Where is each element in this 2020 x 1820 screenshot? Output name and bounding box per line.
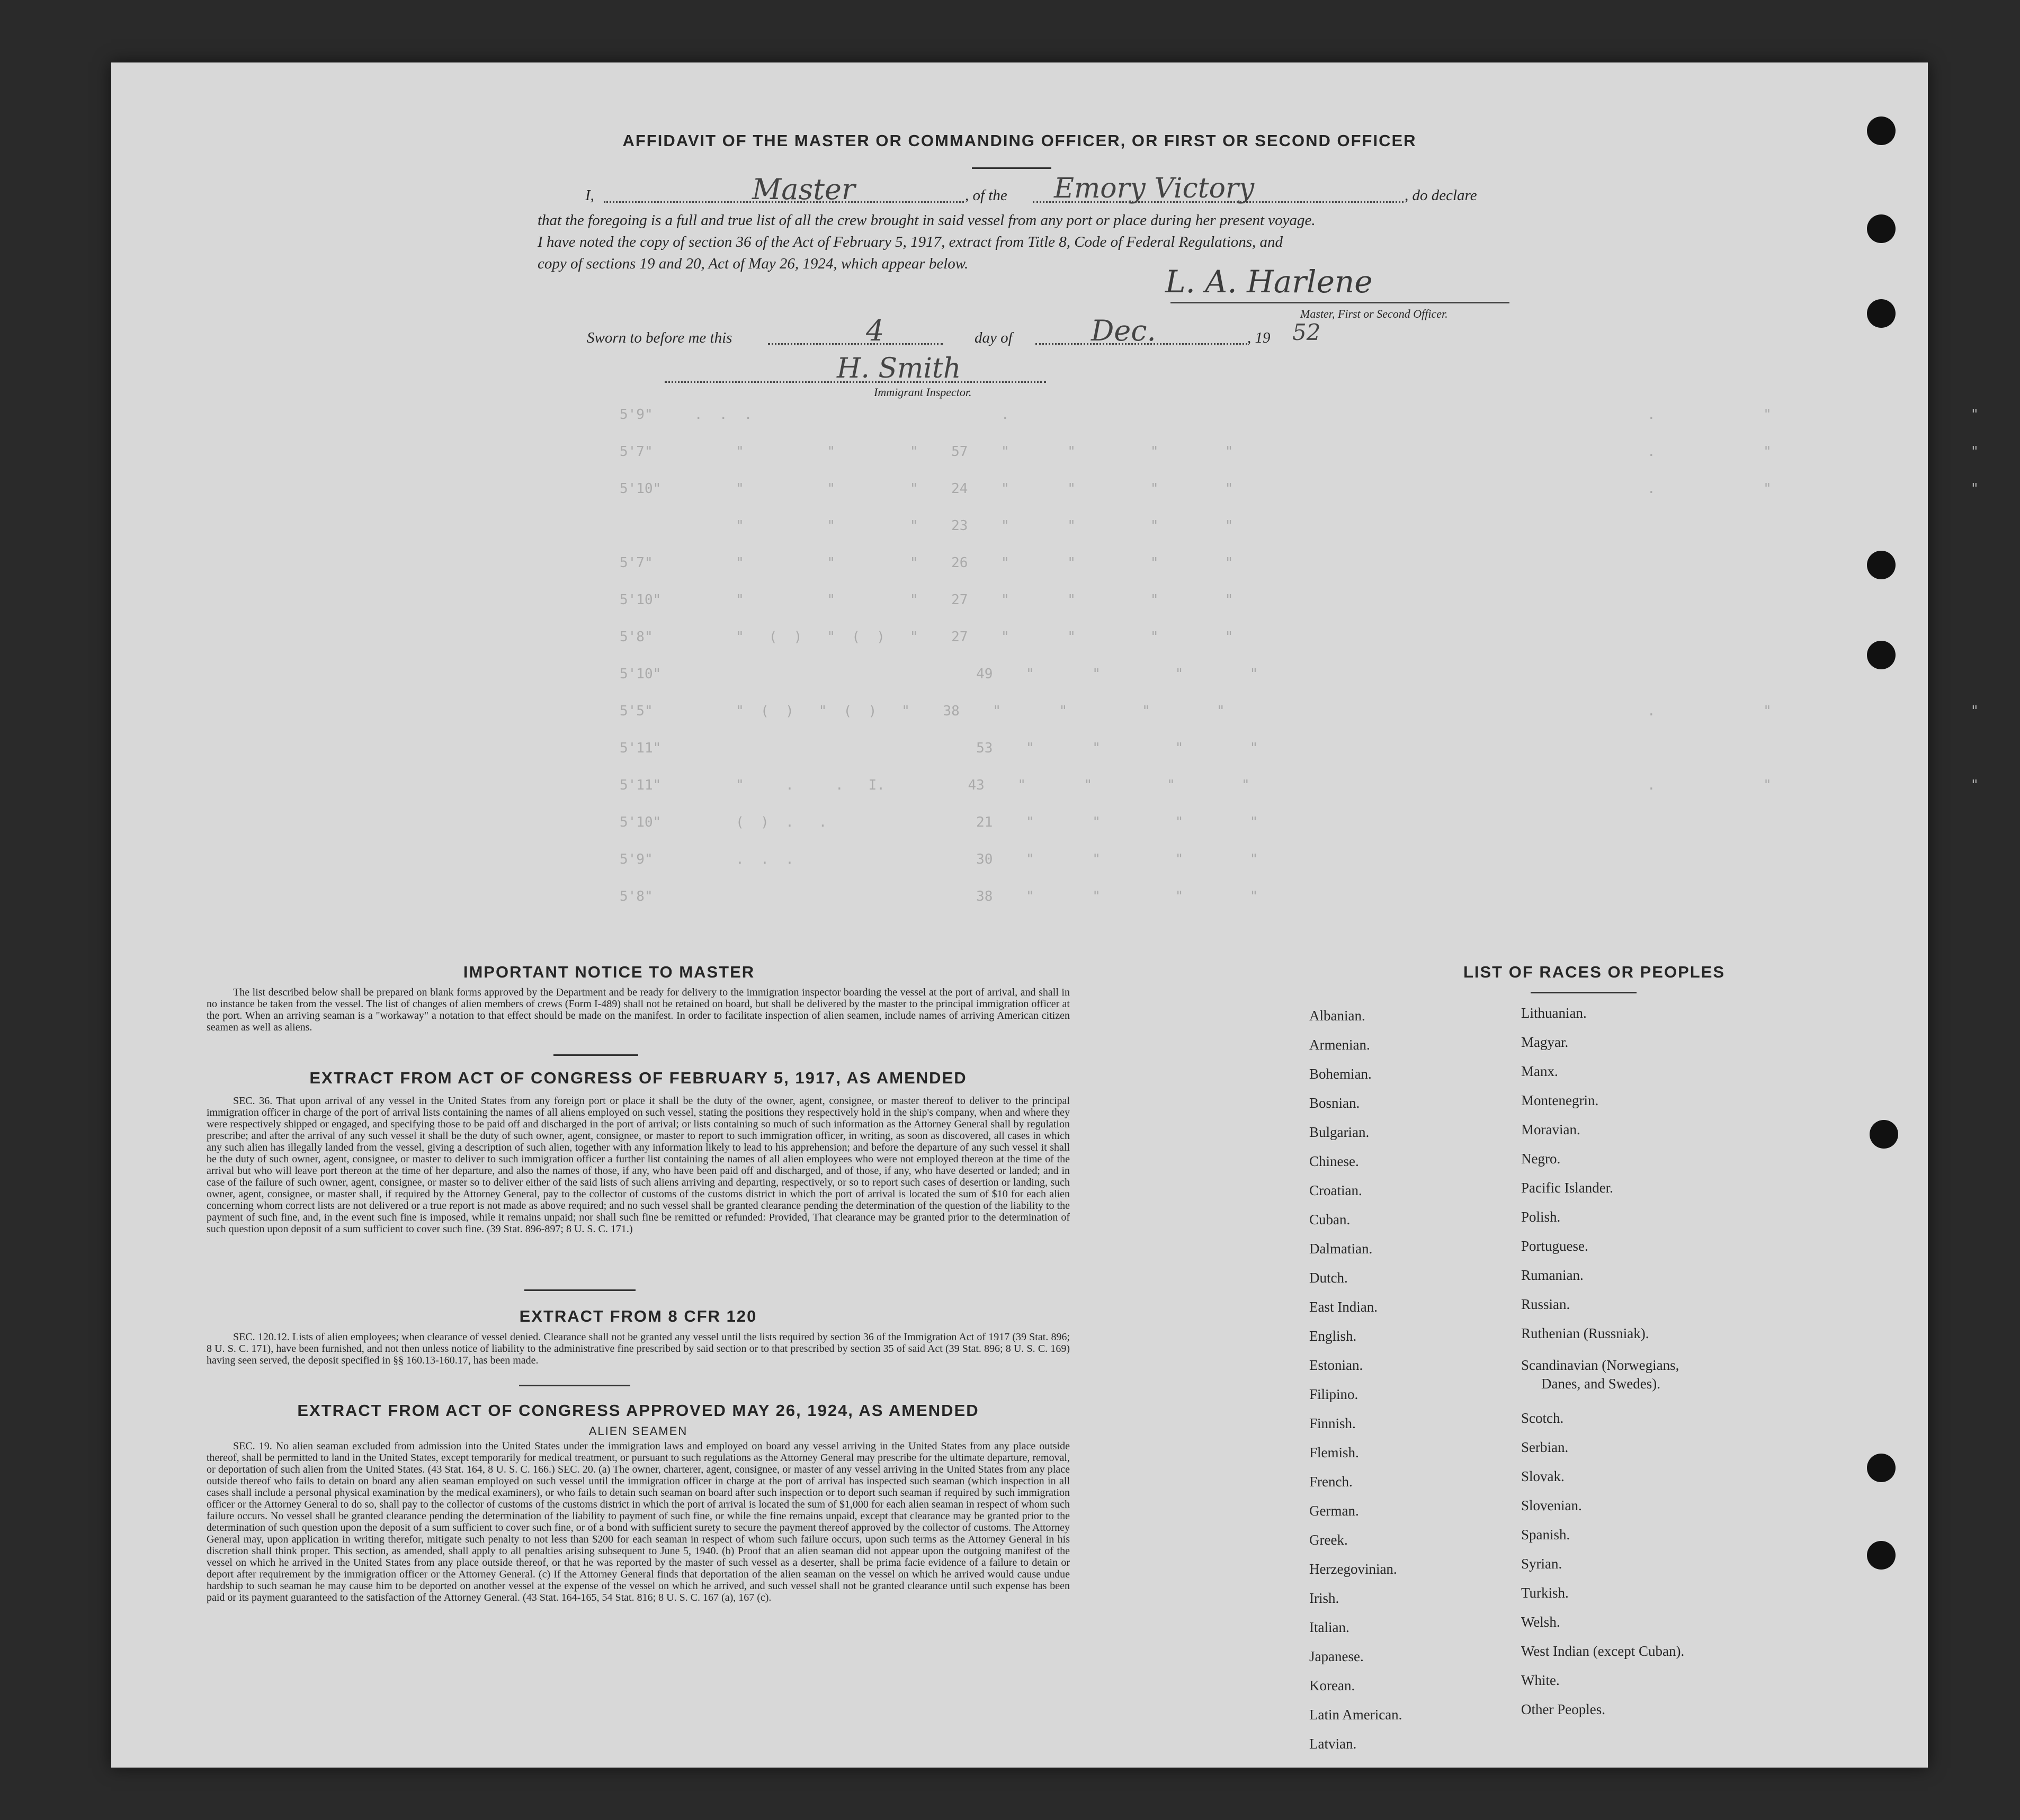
race-item: Rumanian. xyxy=(1521,1267,1584,1283)
race-item: German. xyxy=(1309,1503,1359,1519)
declaration-line-3: copy of sections 19 and 20, Act of May 26, 1924, which appear below. xyxy=(538,255,969,272)
punch-hole-icon xyxy=(1870,1120,1898,1149)
race-item: Herzegovinian. xyxy=(1309,1561,1397,1577)
race-item: Scandinavian (Norwegians, xyxy=(1521,1357,1679,1373)
i-label: I, xyxy=(585,187,594,204)
extract-1917-title: EXTRACT FROM ACT OF CONGRESS OF FEBRUARY 5, 1917, AS AMENDED xyxy=(309,1069,967,1087)
race-item: Russian. xyxy=(1521,1296,1570,1312)
race-item: Finnish. xyxy=(1309,1415,1356,1431)
year-handwritten: 52 xyxy=(1292,319,1321,345)
affidavit-title: AFFIDAVIT OF THE MASTER OR COMMANDING OFFICER, OR FIRST OR SECOND OFFICER xyxy=(622,131,1417,150)
race-item: Latin American. xyxy=(1309,1707,1402,1723)
extract-8cfr-body: SEC. 120.12. Lists of alien employees; when clearance of vessel denied. Clearance shall not be granted any vessel until the lists required by section 36 of the Immigration Act of 1917 (39 Stat. 896; 8 U. S. C. 171), have been furnished, and not then unless notice of liability to the administrative fine prescribed by said section or to that prescribed by section 35 of said Act (39 Stat. 896; 8 U. S. C. 169) having seen served, the deposit specified in §§ 160.13-160.17, has been made. xyxy=(207,1331,1070,1366)
race-item: Spanish. xyxy=(1521,1527,1570,1543)
month-handwritten: Dec. xyxy=(1091,314,1156,347)
race-item: Armenian. xyxy=(1309,1037,1370,1053)
race-item: Filipino. xyxy=(1309,1386,1358,1402)
extract-1924-title: EXTRACT FROM ACT OF CONGRESS APPROVED MAY 26, 1924, AS AMENDED xyxy=(297,1401,979,1420)
race-item: Chinese. xyxy=(1309,1153,1359,1169)
race-item: White. xyxy=(1521,1672,1560,1688)
race-item: Irish. xyxy=(1309,1590,1339,1606)
race-item: East Indian. xyxy=(1309,1299,1378,1315)
race-item: Greek. xyxy=(1309,1532,1348,1548)
race-item: West Indian (except Cuban). xyxy=(1521,1643,1685,1659)
vessel-handwritten: Emory Victory xyxy=(1054,173,1255,204)
race-item: Serbian. xyxy=(1521,1439,1569,1455)
race-item: Montenegrin. xyxy=(1521,1092,1599,1108)
inspector-caption: Immigrant Inspector. xyxy=(874,385,972,399)
race-item: Ruthenian (Russniak). xyxy=(1521,1325,1649,1341)
inspector-signature: H. Smith xyxy=(837,353,961,384)
master-signature: L. A. Harlene xyxy=(1165,264,1373,300)
race-item: Dalmatian. xyxy=(1309,1241,1373,1257)
race-item: Estonian. xyxy=(1309,1357,1363,1373)
race-item: Japanese. xyxy=(1309,1648,1364,1664)
race-item: Bosnian. xyxy=(1309,1095,1360,1111)
declaration-line-2: I have noted the copy of section 36 of the Act of February 5, 1917, extract from Title 8, Code of Federal Regulations, and xyxy=(538,234,1283,250)
extract-8cfr-title: EXTRACT FROM 8 CFR 120 xyxy=(519,1307,757,1325)
race-item: Turkish. xyxy=(1521,1585,1569,1601)
race-item: Lithuanian. xyxy=(1521,1005,1587,1021)
race-item: English. xyxy=(1309,1328,1357,1344)
race-item: Italian. xyxy=(1309,1619,1349,1635)
race-item: Welsh. xyxy=(1521,1614,1560,1630)
extract-1924-body: SEC. 19. No alien seaman excluded from admission into the United States under the immigration laws and employed on board any vessel arriving in the United States from any place outside thereof, shall be permitted to land in the United States, except temporarily for medical treatment, or pursuant to such regulations as the Attorney General may prescribe for the ultimate departure, removal, or deportation of such alien from the United States. (43 Stat. 164, 8 U. S. C. 166.) SEC. 20. (a) The owner, charterer, agent, consignee, or master of any vessel arriving in the United States from any place outside thereof who fails to detain on board any alien seaman employed on such vessel until the immigration officer in charge at the port of arrival has inspected such seaman (which inspection in all cases shall include a personal physical examination by the medical examiners), or who fails to detain such seaman on board after such inspection or to deport such seaman if required by such immigration officer or the Attorney General to do so, shall pay to the collector of customs of the customs district in which the port of arrival is located the sum of $1,000 for each alien seaman in respect of whom such failure occurs. No vessel shall be granted clearance pending the determination of the liability to payment of such fine, or while the fine remains unpaid, except that clearance may be granted prior to the determination of such question upon the deposit of a sum sufficient to cover such fine, or of a bond with sufficient surety to secure the payment thereof approved by the collector of customs. The Attorney General may, upon application in writing therefor, mitigate such penalty to not less than $200 for each seaman in respect of whom such failure occurs, upon such terms as the Attorney General in his discretion shall think proper. This section, as amended, shall apply to all penalties arising subsequent to June 5, 1940. (b) Proof that an alien seaman did not appear upon the outgoing manifest of the vessel on which he arrived in the United States from any place outside thereof, or that he was reported by the master of such vessel as a deserter, shall be prima facie evidence of a failure to detain or deport after requirement by the immigration officer or the Attorney General. (c) If the Attorney General finds that deportation of the alien seaman on the vessel on which he arrived would cause undue hardship to such seaman he may cause him to be deported on another vessel at the expense of the vessel on which he arrived, and such vessel shall not be granted clearance until such expense has been paid or its payment guaranteed to the satisfaction of the Attorney General. (43 Stat. 164-165, 54 Stat. 816; 8 U. S. C. 167 (a), 167 (c). xyxy=(207,1440,1070,1603)
race-item: Syrian. xyxy=(1521,1556,1562,1572)
race-item: Bulgarian. xyxy=(1309,1124,1370,1140)
punch-hole-icon xyxy=(1867,299,1896,328)
race-item: Scotch. xyxy=(1521,1410,1564,1426)
race-item: Pacific Islander. xyxy=(1521,1180,1613,1196)
race-item: Slovak. xyxy=(1521,1468,1565,1484)
title-divider xyxy=(972,167,1051,169)
do-declare-label: , do declare xyxy=(1405,187,1477,204)
punch-hole-icon xyxy=(1867,116,1896,145)
race-item: Moravian. xyxy=(1521,1122,1580,1137)
race-item: Portuguese. xyxy=(1521,1238,1588,1254)
punch-hole-icon xyxy=(1867,214,1896,243)
extract-1924-subtitle: ALIEN SEAMEN xyxy=(588,1424,688,1438)
day-of-label: day of xyxy=(975,329,1013,346)
day-handwritten: 4 xyxy=(866,314,884,347)
of-the-label: , of the xyxy=(965,187,1007,204)
extract-1917-body: SEC. 36. That upon arrival of any vessel in the United States from any foreign port or place it shall be the duty of the owner, agent, consignee, or master thereof to deliver to the principal immigration officer in charge of the port of arrival lists containing the names of all aliens employed on such vessel, stating the positions they respectively hold in the ship's company, when and where they were respectively shipped or engaged, and specifying those to be paid off and discharged in the port of arrival; or lists containing so much of such information as the Attorney General shall by regulation prescribe; and after the arrival of any such vessel it shall be the duty of such owner, agent, consignee, or master to report to such immigration officer, in writing, as soon as discovered, all cases in which any such alien has illegally landed from the vessel, giving a description of such alien, together with any information likely to lead to his apprehension; and before the departure of any such vessel it shall be the duty of such owner, agent, consignee, or master to deliver to such immigration officer a further list containing the names of all alien employees who were not employed thereon at the time of the arrival but who will leave port thereon at the time of her departure, and also the names of those, if any, who have been paid off and discharged, and of those, if any, who have deserted or landed; and in case of the failure of such owner, agent, consignee, or master so to deliver either of the said lists of such aliens arriving and departing, respectively, or so to report such cases of desertion or landing, such owner, agent, consignee, or master shall, if required by the Attorney General, pay to the collector of customs of the customs district in which the port of arrival is located the sum of $10 for each alien concerning whom correct lists are not delivered or a true report is not made as above required; and no such vessel shall be granted clearance pending the determination of the question of the liability to the payment of such fine, and, in the event such fine is imposed, while it remains unpaid; nor shall such fine be remitted or refunded: Provided, That clearance may be granted prior to the determination of such question upon deposit of a sum sufficient to cover such fine. (39 Stat. 896-897; 8 U. S. C. 171.) xyxy=(207,1095,1070,1235)
race-item: Slovenian. xyxy=(1521,1498,1582,1513)
document-page: 5'9" . . . . 5'7" " " " 57 " " " " 5'10" " " " 24 " " " " " " " 23 " " " " 5'7" " " " 26 " " " " 5'10" " " " 27 " " " " 5'8" " ( ) " ( ) " 27 " " " " 5'10" 49 " " " " 5'5" " ( ) " ( ) " 38 " " " " 5'11" 53 " " " " 5'11" " . . I. 43 " " " " 5'10" ( ) . . 21 " " " " 5'9" . . . 30 " " " " 5'8" 38 " " " " . " " . " " . " " . " " . " " AFFIDAVIT OF THE MASTER OR COMMANDING OFFICER, OR FIRST OR SECOND OFFICER I, Master , of the Emory Victory , do declare that the foregoing is a full and true list of all the crew brought in said vessel from any port or place during her present voyage. I have noted the copy of section 36 of the Act of February 5, 1917, extract from Title 8, Code of Federal Regulations, and copy of sections 19 and 20, Act of May 26, 1924, which appear below. L. A. Harlene Master, First or Second Officer. Sworn to before me this 4 day of Dec. , 19 52 H. Smith Immigrant Inspector. IMPORTANT NOTICE TO MASTER The list described below shall be prepared on blank forms approved by the Department and be ready for delivery to the immigration inspector boarding the vessel at the port of arrival, and shall in no instance be taken from the vessel. The list of changes of alien members of crews (Form I-489) shall not be retained on board, but shall be delivered by the master to the principal immigration officer at the port. When an arriving seaman is a "workaway" a notation to that effect should be made on the manifest. In order to facilitate inspection of alien seamen, include names of arriving American citizen seamen as well as aliens. EXTRACT FROM ACT OF CONGRESS OF FEBRUARY 5, 1917, AS AMENDED SEC. 36. That upon arrival of any vessel in the United States from any foreign port or place it shall be the duty of the owner, agent, consignee, or master thereof to deliver to the principal immigration officer in charge of the port of arrival lists containing the names of all aliens employed on such vessel, stating the positions they respectively hold in the ship's company, when and where they were respectively shipped or engaged, and specifying those to be paid off and discharged in the port of arrival; or lists containing so much of such information as the Attorney General shall by regulation prescribe; and after the arrival of any such vessel it shall be the duty of such owner, agent, consignee, or master to report to such immigration officer, in writing, as soon as discovered, all cases in which any such alien has illegally landed from the vessel, giving a description of such alien, together with any information likely to lead to his apprehension; and before the departure of any such vessel it shall be the duty of such owner, agent, consignee, or master to deliver to such immigration officer a further list containing the names of all alien employees who were not employed thereon at the time of the arrival but who will leave port thereon at the time of her departure, and also the names of those, if any, who have been paid off and discharged, and of those, if any, who have deserted or landed; and in case of the failure of such owner, agent, consignee, or master so to deliver either of the said lists of such aliens arriving and departing, respectively, or so to report such cases of desertion or landing, such owner, agent, consignee, or master shall, if required by the Attorney General, pay to the collector of customs of the customs district in which the port of arrival is located the sum of $10 for each alien concerning whom correct lists are not delivered or a true report is not made as above required; and no such vessel shall be granted clearance pending the determination of the question of the liability to the payment of such fine, and, in the event such fine is imposed, while it remains unpaid; nor shall such fine be remitted or refunded: Provided, That clearance may be granted prior to the determination of such question upon deposit of a sum sufficient to cover such fine. (39 Stat. 896-897; 8 U. S. C. 171.) EXTRACT FROM 8 CFR 120 SEC. 120.12. Lists of alien employees; when clearance of vessel denied. Clearance shall not be granted any vessel until the lists required by section 36 of the Immigration Act of 1917 (39 Stat. 896; 8 U. S. C. 171), have been furnished, and not then unless notice of liability to the administrative fine prescribed by said section or to that prescribed by section 35 of said Act (39 Stat. 896; 8 U. S. C. 169) having seen served, the deposit specified in §§ 160.13-160.17, has been made. EXTRACT FROM ACT OF CONGRESS APPROVED MAY 26, 1924, AS AMENDED ALIEN SEAMEN SEC. 19. No alien seaman excluded from admission into the United States under the immigration laws and employed on board any vessel arriving in the United States from any place outside thereof, shall be permitted to land in the United States, except temporarily for medical treatment, or pursuant to such regulations as the Attorney General may prescribe for the ultimate departure, removal, or deportation of such alien from the United States. (43 Stat. 164, 8 U. S. C. 166.) SEC. 20. (a) The owner, charterer, agent, consignee, or master of any vessel arriving in the United States from any place outside thereof who fails to detain on board any alien seaman employed on such vessel until the immigration officer in charge at the port of arrival has inspected such seaman (which inspection in all cases shall include a personal physical examination by the medical examiners), or who fails to detain such seaman on board after such inspection or to deport such seaman if required by such immigration officer or the Attorney General to do so, shall pay to the collector of customs of the customs district in which the port of arrival is located the sum of $1,000 for each alien seaman in respect of whom such failure occurs. No vessel shall be granted clearance pending the determination of the liability to payment of such fine, or while the fine remains unpaid, except that clearance may be granted prior to the determination of such question upon the deposit of a sum sufficient to cover such fine, or of a bond with sufficient surety to secure the payment thereof approved by the collector of customs. The Attorney General may, upon application in writing therefor, mitigate such penalty to not less than $200 for each seaman in respect of whom such failure occurs, upon such terms as the Attorney General in his discretion shall think proper. This section, as amended, shall apply to all penalties arising subsequent to June 5, 1940. (b) Proof that an alien seaman did not appear upon the outgoing manifest of the vessel on which he arrived in the United States from any place outside thereof, or that he was reported by the master of such vessel as a deserter, shall be prima facie evidence of a failure to detain or deport after requirement by the immigration officer or the Attorney General. (c) If the Attorney General finds that deportation of the alien seaman on the vessel on which he arrived would cause undue hardship to such seaman he may cause him to be deported on another vessel at the expense of the vessel on which he arrived, and such vessel shall not be granted clearance until such expense has been paid or its payment guaranteed to the satisfaction of the Attorney General. (43 Stat. 164-165, 54 Stat. 816; 8 U. S. C. 167 (a), 167 (c). LIST OF RACES OR PEOPLES Albanian. Armenian. Bohemian. Bosnian. Bulgarian. Chinese. Croatian. Cuban. Dalmatian. Dutch. East Indian. English. Estonian. Filipino. Finnish. Flemish. French. German. Greek. Herzegovinian. Irish. Italian. Japanese. Korean. Latin American. Latvian. Lithuanian. Magyar. Manx. Montenegrin. Moravian. Negro. Pacific Islander. Polish. Portuguese. Rumanian. Russian. Ruthenian (Russniak). Scandinavian (Norwegians, Danes, and Swedes). Scotch. Serbian. Slovak. Slovenian. Spanish. Syrian. Turkish. Welsh. West Indian (except Cuban). White. Other Peoples. xyxy=(111,62,1928,1768)
day-blank xyxy=(768,343,943,345)
divider-3 xyxy=(519,1385,630,1386)
race-item: Cuban. xyxy=(1309,1212,1351,1227)
sworn-label: Sworn to before me this xyxy=(587,329,732,346)
punch-hole-icon xyxy=(1867,551,1896,579)
master-handwritten: Master xyxy=(752,173,855,206)
race-item: Magyar. xyxy=(1521,1034,1569,1050)
divider-2 xyxy=(524,1289,636,1291)
race-item: Bohemian. xyxy=(1309,1066,1372,1082)
races-divider xyxy=(1531,992,1637,993)
races-title: LIST OF RACES OR PEOPLES xyxy=(1463,963,1726,981)
race-item: Other Peoples. xyxy=(1521,1701,1605,1717)
punch-hole-icon xyxy=(1867,1454,1896,1482)
divider-1 xyxy=(553,1054,638,1056)
race-item: Flemish. xyxy=(1309,1445,1359,1460)
punch-hole-icon xyxy=(1867,1541,1896,1570)
race-item: Dutch. xyxy=(1309,1270,1348,1286)
signature-caption: Master, First or Second Officer. xyxy=(1300,307,1448,320)
declaration-line-1: that the foregoing is a full and true list of all the crew brought in said vessel from any port or place during her present voyage. xyxy=(538,212,1316,229)
year-prefix: , 19 xyxy=(1247,329,1271,346)
race-item: French. xyxy=(1309,1474,1353,1490)
signature-line xyxy=(1170,302,1509,303)
race-item: Danes, and Swedes). xyxy=(1541,1376,1660,1392)
race-item: Manx. xyxy=(1521,1063,1558,1079)
notice-title: IMPORTANT NOTICE TO MASTER xyxy=(463,963,755,981)
race-item: Albanian. xyxy=(1309,1008,1365,1024)
race-item: Negro. xyxy=(1521,1151,1561,1167)
notice-body: The list described below shall be prepared on blank forms approved by the Department and be ready for delivery to the immigration inspector boarding the vessel at the port of arrival, and shall in no instance be taken from the vessel. The list of changes of alien members of crews (Form I-489) shall not be retained on board, but shall be delivered by the master to the principal immigration officer at the port. When an arriving seaman is a "workaway" a notation to that effect should be made on the manifest. In order to facilitate inspection of alien seamen, include names of arriving American citizen seamen as well as aliens. xyxy=(207,987,1070,1033)
punch-hole-icon xyxy=(1867,641,1896,669)
race-item: Korean. xyxy=(1309,1678,1355,1693)
race-item: Croatian. xyxy=(1309,1182,1362,1198)
race-item: Polish. xyxy=(1521,1209,1561,1225)
inspector-line xyxy=(665,381,1046,383)
race-item: Latvian. xyxy=(1309,1736,1357,1752)
